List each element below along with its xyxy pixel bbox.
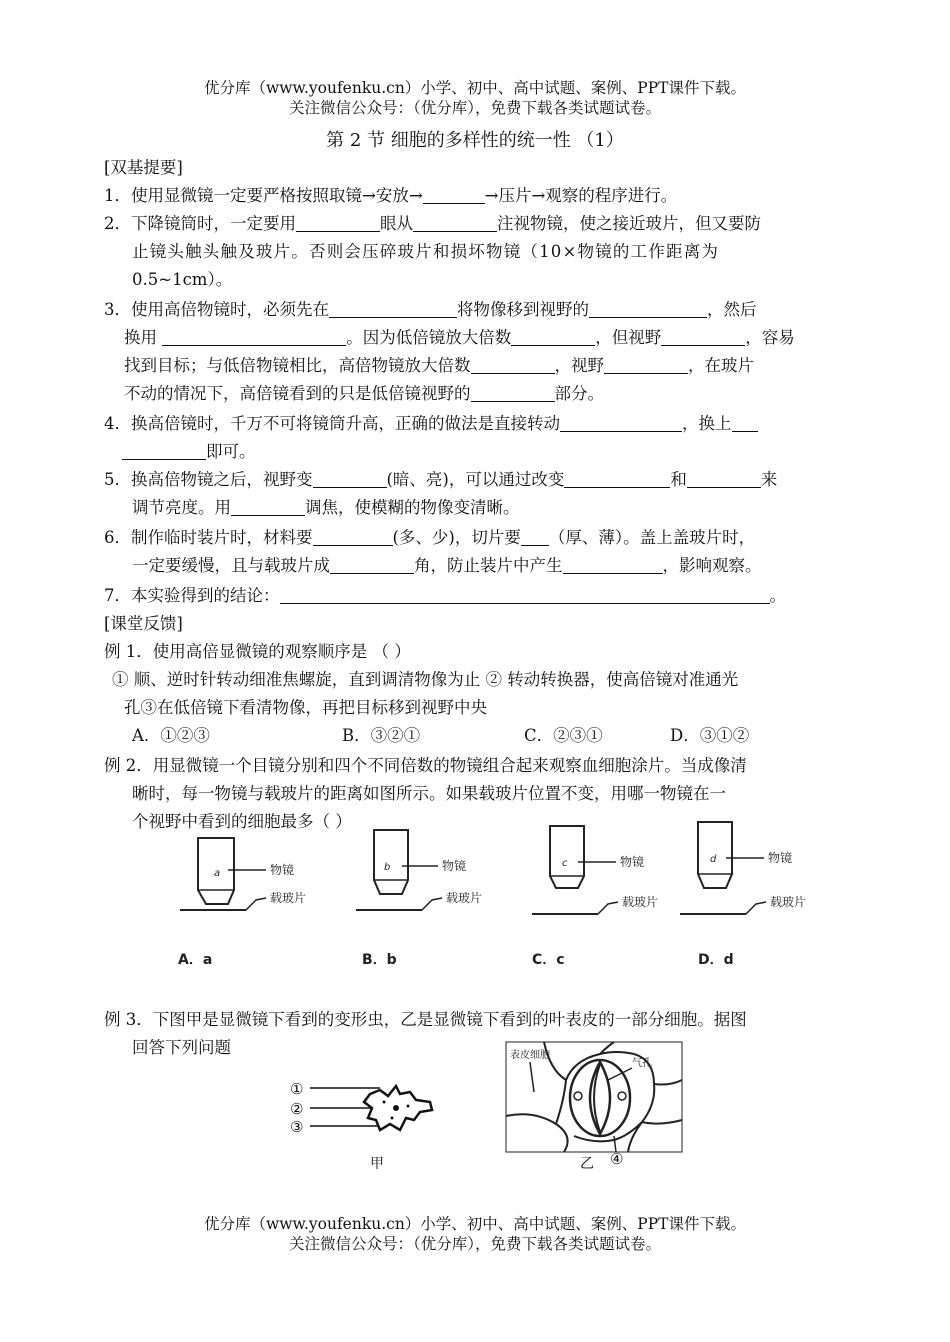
example-1-steps: ① 顺、逆时针转动细准焦螺旋，直到调清物像为止 ② 转动转换器，使高倍镜对准通光 (112, 670, 739, 689)
answer-blank[interactable] (732, 413, 758, 432)
answer-blank[interactable] (589, 299, 707, 318)
slide-label: 载玻片 (622, 895, 659, 909)
question-4: 4．换高倍镜时，千万不可将镜筒升高，正确的做法是直接转动 ，换上 (104, 410, 854, 438)
option-c[interactable]: C．②③① (524, 726, 603, 745)
answer-blank[interactable] (413, 213, 497, 232)
answer-blank[interactable] (661, 327, 745, 346)
answer-blank[interactable] (329, 299, 457, 318)
answer-blank[interactable] (313, 469, 387, 488)
answer-blank[interactable] (122, 441, 206, 460)
objective-label: 物镜 (768, 851, 793, 865)
objective-label: 物镜 (442, 859, 467, 873)
answer-blank[interactable] (564, 469, 670, 488)
letter-a: a (214, 868, 221, 879)
answer-blank[interactable] (280, 585, 770, 604)
header-line-1: 优分库（www.youfenku.cn）小学、初中、高中试题、案例、PPT课件下载。 (203, 79, 747, 97)
question-5-cont: 调节亮度。用 调焦，使模糊的物像变清晰。 (132, 498, 520, 517)
answer-blank[interactable] (313, 527, 393, 546)
example-1-steps-cont: 孔③在低倍镜下看清物像，再把目标移到视野中央 (124, 698, 487, 717)
objective-b (356, 830, 482, 968)
section-feedback: [课堂反馈] (104, 614, 183, 633)
figure-caption-yi: 乙 (580, 1156, 594, 1172)
answer-blank[interactable] (471, 355, 555, 374)
objective-label: 物镜 (620, 855, 645, 869)
objective-c (532, 826, 658, 968)
footer-line-1: 优分库（www.youfenku.cn）小学、初中、高中试题、案例、PPT课件下载。 (203, 1215, 747, 1233)
question-4-cont: 即可。 (122, 438, 872, 466)
answer-blank[interactable] (162, 327, 346, 346)
epidermis-figure (504, 1040, 704, 1174)
label-epidermal-cell: 表皮细胞 (510, 1050, 550, 1061)
answer-blank[interactable] (604, 355, 688, 374)
answer-blank[interactable] (560, 413, 682, 432)
example-1-options (132, 722, 882, 750)
answer-blank[interactable] (687, 469, 761, 488)
option-a[interactable]: A．①②③ (132, 726, 210, 745)
amoeba-nucleus (393, 1105, 399, 1111)
answer-blank[interactable] (563, 555, 663, 574)
letter-b: b (384, 862, 391, 873)
question-7: 7．本实验得到的结论： 。 (104, 586, 786, 605)
caption-b: B．b (362, 952, 397, 968)
example-3-stem: 例 3．下图甲是显微镜下看到的变形虫，乙是显微镜下看到的叶表皮的一部分细胞。据图 (104, 1010, 747, 1029)
answer-blank[interactable] (296, 213, 380, 232)
figure-caption-jia: 甲 (370, 1156, 384, 1172)
example-3-stem-cont: 回答下列问题 (132, 1038, 231, 1057)
amoeba-figure (284, 1072, 444, 1172)
slide-label: 载玻片 (770, 895, 807, 909)
objective-d (680, 822, 806, 968)
answer-blank[interactable] (471, 383, 555, 402)
letter-d: d (710, 854, 717, 865)
page-title: 第 2 节 细胞的多样性的统一性 （1） (326, 130, 624, 151)
question-3-cont: 换用 。因为低倍镜放大倍数 ，但视野 ，容易 (124, 328, 795, 347)
example-1-stem: 例 1．使用高倍显微镜的观察顺序是 （ ） (104, 642, 411, 661)
answer-blank[interactable] (511, 327, 595, 346)
question-1: 1．使用显微镜一定要严格按照取镜→安放→ →压片→观察的程序进行。 (104, 186, 678, 205)
marker-3: ③ (290, 1118, 304, 1136)
question-3: 3．使用高倍物镜时，必须先在 将物像移到视野的 ，然后 (104, 300, 757, 319)
marker-4: ④ (610, 1150, 624, 1168)
example-2-stem: 例 2．用显微镜一个目镜分别和四个不同倍数的物镜组合起来观察血细胞涂片。当成像清 (104, 756, 747, 775)
question-3-cont3: 不动的情况下，高倍镜看到的只是低倍镜视野的 部分。 (124, 384, 604, 403)
question-2-cont: 止镜头触头触及玻片。否则会压碎玻片和损坏物镜（10×物镜的工作距离为 (132, 242, 720, 261)
marker-2: ② (290, 1100, 304, 1118)
question-5: 5．换高倍物镜之后，视野变 (暗、亮)，可以通过改变 和 来 (104, 470, 778, 489)
slide-label: 载玻片 (446, 891, 483, 905)
caption-c: C．c (532, 952, 565, 968)
example-2-stem-cont2: 个视野中看到的细胞最多（ ） (132, 812, 352, 831)
letter-c: c (562, 858, 568, 869)
label-stoma: 气孔 (632, 1058, 652, 1069)
question-6: 6．制作临时装片时，材料要 (多、少)，切片要 （厚、薄）。盖上盖玻片时， (104, 528, 756, 547)
example-2-stem-cont: 晰时，每一物镜与载玻片的距离如图所示。如果载玻片位置不变，用哪一物镜在一 (132, 784, 726, 803)
objective-a (178, 838, 306, 968)
section-basics: [双基提要] (104, 158, 183, 177)
question-6-cont: 一定要缓慢，且与载玻片成 角，防止装片中产生 ，影响观察。 (132, 556, 762, 575)
question-2: 2．下降镜筒时，一定要用 眼从 注视物镜，使之接近玻片，但又要防 (104, 214, 761, 233)
option-d[interactable]: D．③①② (670, 726, 750, 745)
answer-blank[interactable] (330, 555, 414, 574)
marker-1: ① (290, 1080, 304, 1098)
answer-blank[interactable] (423, 185, 485, 204)
question-2-cont2: 0.5~1cm）。 (132, 270, 233, 289)
footer-line-2: 关注微信公众号：（优分库），免费下载各类试题试卷。 (288, 1235, 661, 1253)
answer-blank[interactable] (521, 527, 549, 546)
caption-d: D．d (698, 952, 734, 968)
question-3-cont2: 找到目标；与低倍物镜相比，高倍物镜放大倍数 ，视野 ，在玻片 (124, 356, 754, 375)
header-line-2: 关注微信公众号：（优分库），免费下载各类试题试卷。 (288, 99, 661, 117)
option-b[interactable]: B．③②① (342, 726, 421, 745)
caption-a: A．a (178, 952, 213, 968)
objective-lens-figure (170, 818, 850, 980)
slide-label: 载玻片 (270, 891, 307, 905)
objective-label: 物镜 (270, 863, 295, 877)
answer-blank[interactable] (231, 497, 305, 516)
